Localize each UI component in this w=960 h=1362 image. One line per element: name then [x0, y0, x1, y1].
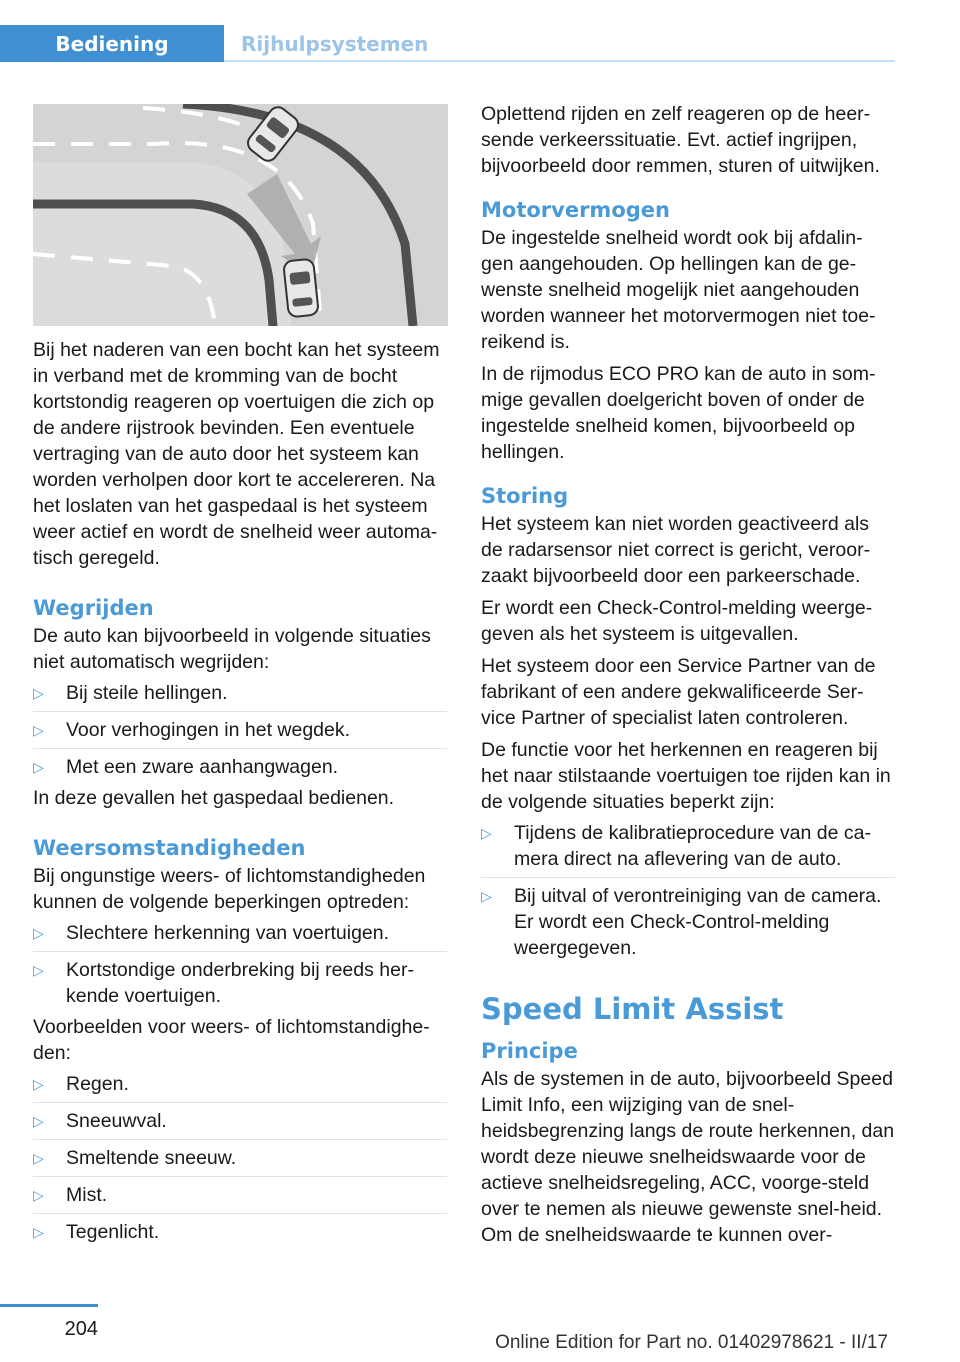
tab-rijhulpsystemen[interactable]: Rijhulpsystemen	[241, 31, 429, 56]
list-item: ▷ Voor verhogingen in het wegdek.	[33, 712, 447, 749]
list-item: ▷ Kortstondige onderbreking bij reeds her‐kende voertuigen.	[33, 959, 414, 1007]
storing-paragraph-3: Het systeem door een Service Partner van de fabrikant of een andere gekwalificeerde Ser‐vice Partner of specialist laten controleren.	[481, 655, 876, 729]
page-number: 204	[64, 1318, 98, 1340]
storing-paragraph-2: Er wordt een Check-Control-melding weerge‐geven als het systeem is uitgevallen.	[481, 597, 873, 645]
header-divider	[224, 60, 895, 62]
wegrijden-list	[33, 675, 447, 785]
page-header	[0, 0, 895, 62]
examples-paragraph: Voorbeelden voor weers- of lichtomstandighe‐den:	[33, 1016, 430, 1064]
examples-list	[33, 1066, 447, 1250]
curve-paragraph: Bij het naderen van een bocht kan het systeem in verband met de kromming van de bocht kortstondig reageren op voertuigen die zich op de andere rijstrook bevinden. Een eventuele vertraging van de auto door het systeem kan worden verholpen door kort te accelereren. Na het loslaten van het gaspedaal is het systeem weer actief en wordt de snelheid weer automa‐tisch geregeld.	[33, 339, 440, 569]
triangle-bullet-icon: ▷	[481, 825, 492, 841]
list-item: ▷ Tegenlicht.	[33, 1221, 160, 1243]
triangle-bullet-icon: ▷	[33, 1113, 44, 1129]
left-column	[33, 337, 447, 1250]
list-item: ▷ Slechtere herkenning van voertuigen.	[33, 915, 447, 952]
curve-illustration	[33, 104, 448, 326]
section-heading-wegrijden: Wegrijden	[33, 596, 154, 620]
storing-list	[481, 815, 895, 966]
curve-road-image	[33, 104, 448, 326]
list-item: ▷ Smeltende sneeuw.	[33, 1140, 447, 1177]
section-heading-principe: Principe	[481, 1039, 578, 1063]
triangle-bullet-icon: ▷	[33, 759, 44, 775]
triangle-bullet-icon: ▷	[33, 925, 44, 941]
storing-paragraph-1: Het systeem kan niet worden geactiveerd als de radarsensor niet correct is gericht, veroor‐zaakt bijvoorbeeld door een parkeerschade.	[481, 513, 871, 587]
triangle-bullet-icon: ▷	[33, 685, 44, 701]
triangle-bullet-icon: ▷	[33, 1076, 44, 1092]
tab-bediening[interactable]: Bediening	[0, 25, 224, 62]
section-heading-storing: Storing	[481, 484, 569, 508]
principe-paragraph: Als de systemen in de auto, bijvoorbeeld Speed Limit Info, een wijziging van de snel‐heidsbegrenzing langs de route herkennen, dan wordt deze nieuwe snelheidswaarde voor de actieve snelheidsregeling, ACC, voorge‐steld over te nemen als nieuwe gewenste snel‐heid. Om de snelheidswaarde te kunnen over‐	[481, 1068, 895, 1246]
weers-paragraph: Bij ongunstige weers- of lichtomstandigheden kunnen de volgende beperkingen optreden:	[33, 865, 426, 913]
attention-paragraph: Oplettend rijden en zelf reageren op de heer‐sende verkeerssituatie. Evt. actief ingrijpen, bijvoorbeeld door remmen, sturen of uitwijken.	[481, 103, 880, 177]
triangle-bullet-icon: ▷	[33, 962, 44, 978]
list-item: ▷ Bij uitval of verontreiniging van de camera. Er wordt een Check-Control-melding weergegeven.	[481, 885, 882, 959]
section-heading-weersomstandigheden: Weersomstandigheden	[33, 836, 306, 860]
wegrijden-after-paragraph: In deze gevallen het gaspedaal bedienen.	[33, 787, 395, 809]
triangle-bullet-icon: ▷	[33, 722, 44, 738]
footer-accent-bar	[0, 1304, 98, 1307]
triangle-bullet-icon: ▷	[33, 1224, 44, 1240]
list-item: ▷ Mist.	[33, 1177, 447, 1214]
edition-footer: Online Edition for Part no. 01402978621 - II/17	[495, 1332, 888, 1353]
car-icon	[283, 259, 319, 318]
section-heading-motorvermogen: Motorvermogen	[481, 198, 670, 222]
triangle-bullet-icon: ▷	[33, 1187, 44, 1203]
right-column	[481, 101, 895, 1254]
triangle-bullet-icon: ▷	[481, 888, 492, 904]
section-title-speed-limit-assist: Speed Limit Assist	[481, 992, 784, 1026]
list-item: ▷ Tijdens de kalibratieprocedure van de ca‐mera direct na aflevering van de auto.	[481, 815, 895, 878]
motor-paragraph-2: In de rijmodus ECO PRO kan de auto in som‐mige gevallen doelgericht boven of onder de ingestelde snelheid komen, bijvoorbeeld op hellingen.	[481, 363, 876, 463]
motor-paragraph-1: De ingestelde snelheid wordt ook bij afdalin‐gen aangehouden. Op hellingen kan de ge‐wenste snelheid mogelijk niet aangehouden worden wanneer het motorvermogen niet toe‐reikend is.	[481, 227, 876, 353]
wegrijden-paragraph: De auto kan bijvoorbeeld in volgende situaties niet automatisch wegrijden:	[33, 625, 431, 673]
list-item: ▷ Regen.	[33, 1066, 447, 1103]
list-item: ▷ Sneeuwval.	[33, 1103, 447, 1140]
list-item: ▷ Bij steile hellingen.	[33, 675, 447, 712]
triangle-bullet-icon: ▷	[33, 1150, 44, 1166]
weers-list	[33, 915, 447, 1014]
list-item: ▷ Met een zware aanhangwagen.	[33, 756, 339, 778]
storing-paragraph-4: De functie voor het herkennen en reageren bij het naar stilstaande voertuigen toe rijden kan in de volgende situaties beperkt zijn:	[481, 739, 891, 813]
